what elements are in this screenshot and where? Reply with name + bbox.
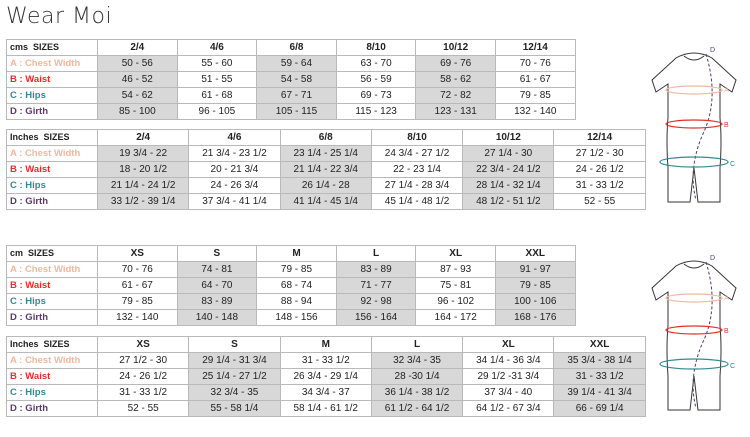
figure-label-c: C (730, 161, 736, 168)
figure-label-b: B (724, 122, 729, 129)
measurement-cell: 140 - 148 (177, 310, 257, 326)
waist-measure-ring (666, 326, 722, 334)
measurement-cell: 71 - 77 (336, 278, 416, 294)
measurement-cell: 24 3/4 - 27 1/2 (371, 146, 462, 162)
measurement-cell: 37 3/4 - 40 (463, 385, 554, 401)
measurement-cell: 27 1/4 - 28 3/4 (371, 178, 462, 194)
adult-cm-size-table (6, 245, 576, 326)
table-row (7, 72, 576, 88)
measurement-cell: 70 - 76 (495, 56, 575, 72)
measurement-cell: 34 1/4 - 36 3/4 (463, 353, 554, 369)
chest-width-label: A : Chest Width (7, 262, 98, 278)
measurement-cell: 54 - 62 (98, 88, 178, 104)
size-header: XL (463, 337, 554, 353)
measurement-cell: 24 - 26 3/4 (189, 178, 280, 194)
waist-label: B : Waist (7, 278, 98, 294)
measurement-cell: 105 - 115 (257, 104, 337, 120)
measurement-cell: 39 1/4 - 41 3/4 (554, 385, 645, 401)
measurement-cell: 58 1/4 - 61 1/2 (280, 401, 371, 417)
table-row (7, 162, 646, 178)
measurement-cell: 46 - 52 (98, 72, 178, 88)
size-header: XL (416, 246, 496, 262)
table-row (7, 385, 646, 401)
measurement-cell: 37 3/4 - 41 1/4 (189, 194, 280, 210)
size-header: XS (98, 337, 189, 353)
waist-measure-ring (666, 120, 722, 128)
measurement-cell: 52 - 55 (554, 194, 645, 210)
measurement-cell: 96 - 102 (416, 294, 496, 310)
size-header: 4/6 (177, 40, 257, 56)
body-measurement-figure-kids (640, 40, 748, 210)
table-header-row (7, 337, 646, 353)
measurement-cell: 69 - 76 (416, 56, 496, 72)
measurement-cell: 132 - 140 (495, 104, 575, 120)
measurement-cell: 32 3/4 - 35 (371, 353, 462, 369)
measurement-cell: 33 1/2 - 39 1/4 (98, 194, 189, 210)
measurement-cell: 123 - 131 (416, 104, 496, 120)
sizes-label: SIZES (43, 339, 70, 349)
measurement-cell: 50 - 56 (98, 56, 178, 72)
table-row (7, 278, 576, 294)
measurement-cell: 24 - 26 1/2 (98, 369, 189, 385)
waist-label: B : Waist (7, 369, 98, 385)
measurement-cell: 58 - 62 (416, 72, 496, 88)
size-header: L (336, 246, 416, 262)
measurement-cell: 66 - 69 1/4 (554, 401, 645, 417)
girth-line (693, 262, 712, 408)
measurement-cell: 32 3/4 - 35 (189, 385, 280, 401)
measurement-cell: 72 - 82 (416, 88, 496, 104)
table-header-row (7, 130, 646, 146)
table-row (7, 194, 646, 210)
measurement-cell: 83 - 89 (177, 294, 257, 310)
measurement-cell: 164 - 172 (416, 310, 496, 326)
chest-width-label: A : Chest Width (7, 353, 98, 369)
measurement-cell: 22 - 23 1/4 (371, 162, 462, 178)
size-header: S (177, 246, 257, 262)
measurement-cell: 26 1/4 - 28 (280, 178, 371, 194)
measurement-cell: 31 - 33 1/2 (280, 353, 371, 369)
size-header: 2/4 (98, 130, 189, 146)
size-header: 4/6 (189, 130, 280, 146)
size-header: 6/8 (257, 40, 337, 56)
table-corner-label (7, 246, 98, 262)
size-header: 8/10 (371, 130, 462, 146)
measurement-cell: 64 - 70 (177, 278, 257, 294)
measurement-cell: 20 - 21 3/4 (189, 162, 280, 178)
measurement-cell: 63 - 70 (336, 56, 416, 72)
measurement-cell: 26 3/4 - 29 1/4 (280, 369, 371, 385)
measurement-cell: 56 - 59 (336, 72, 416, 88)
hips-label: C : Hips (7, 385, 98, 401)
sizes-label: SIZES (43, 132, 70, 142)
figure-label-a: A (724, 295, 729, 302)
measurement-cell: 75 - 81 (416, 278, 496, 294)
measurement-cell: 29 1/4 - 31 3/4 (189, 353, 280, 369)
table-row (7, 262, 576, 278)
measurement-cell: 31 - 33 1/2 (554, 178, 645, 194)
kids-inches-size-table (6, 129, 646, 210)
measurement-cell: 45 1/4 - 48 1/2 (371, 194, 462, 210)
waist-label: B : Waist (7, 72, 98, 88)
size-header: 2/4 (98, 40, 178, 56)
table-row (7, 56, 576, 72)
measurement-cell: 132 - 140 (98, 310, 178, 326)
adult-inches-size-table (6, 336, 646, 417)
measurement-cell: 69 - 73 (336, 88, 416, 104)
size-header: M (280, 337, 371, 353)
table-corner-label (7, 40, 98, 56)
measurement-cell: 55 - 58 1/4 (189, 401, 280, 417)
measurement-cell: 91 - 97 (495, 262, 575, 278)
measurement-cell: 21 1/4 - 24 1/2 (98, 178, 189, 194)
measurement-cell: 168 - 176 (495, 310, 575, 326)
measurement-cell: 67 - 71 (257, 88, 337, 104)
table-row (7, 353, 646, 369)
measurement-cell: 27 1/4 - 30 (463, 146, 554, 162)
table-header-row (7, 40, 576, 56)
size-header: L (371, 337, 462, 353)
waist-label: B : Waist (7, 162, 98, 178)
table-row (7, 104, 576, 120)
table-row (7, 146, 646, 162)
size-header: XXL (554, 337, 645, 353)
size-header: M (257, 246, 337, 262)
figure-label-b: B (724, 328, 729, 335)
chest-measure-ring (666, 86, 722, 94)
chest-width-label: A : Chest Width (7, 56, 98, 72)
size-header: 10/12 (416, 40, 496, 56)
measurement-cell: 41 1/4 - 45 1/4 (280, 194, 371, 210)
hips-label: C : Hips (7, 88, 98, 104)
measurement-cell: 61 - 67 (98, 278, 178, 294)
brand-logo: Wear Moi (6, 4, 113, 29)
table-row (7, 88, 576, 104)
measurement-cell: 59 - 64 (257, 56, 337, 72)
body-measurement-figure-adult (640, 248, 748, 418)
measurement-cell: 35 3/4 - 38 1/4 (554, 353, 645, 369)
measurement-cell: 48 1/2 - 51 1/2 (463, 194, 554, 210)
size-header: XS (98, 246, 178, 262)
measurement-cell: 54 - 58 (257, 72, 337, 88)
size-header: 10/12 (463, 130, 554, 146)
measurement-cell: 55 - 60 (177, 56, 257, 72)
measurement-cell: 79 - 85 (98, 294, 178, 310)
chest-width-label: A : Chest Width (7, 146, 98, 162)
unit-label: Inches (10, 339, 39, 349)
table-row (7, 369, 646, 385)
measurement-cell: 79 - 85 (257, 262, 337, 278)
girth-label: D : Girth (7, 401, 98, 417)
measurement-cell: 88 - 94 (257, 294, 337, 310)
measurement-cell: 29 1/2 -31 3/4 (463, 369, 554, 385)
figure-label-a: A (724, 87, 729, 94)
figure-label-d: D (710, 47, 716, 54)
unit-label: Inches (10, 132, 39, 142)
size-header: 12/14 (554, 130, 645, 146)
measurement-cell: 34 3/4 - 37 (280, 385, 371, 401)
measurement-cell: 24 - 26 1/2 (554, 162, 645, 178)
measurement-cell: 27 1/2 - 30 (98, 353, 189, 369)
girth-label: D : Girth (7, 104, 98, 120)
measurement-cell: 31 - 33 1/2 (554, 369, 645, 385)
measurement-cell: 96 - 105 (177, 104, 257, 120)
measurement-cell: 19 3/4 - 22 (98, 146, 189, 162)
measurement-cell: 61 - 68 (177, 88, 257, 104)
measurement-cell: 28 -30 1/4 (371, 369, 462, 385)
measurement-cell: 27 1/2 - 30 (554, 146, 645, 162)
hips-label: C : Hips (7, 178, 98, 194)
measurement-cell: 18 - 20 1/2 (98, 162, 189, 178)
size-header: 6/8 (280, 130, 371, 146)
measurement-cell: 115 - 123 (336, 104, 416, 120)
measurement-cell: 23 1/4 - 25 1/4 (280, 146, 371, 162)
unit-label: cms (10, 42, 29, 52)
sizes-label: SIZES (28, 248, 55, 258)
measurement-cell: 51 - 55 (177, 72, 257, 88)
table-row (7, 178, 646, 194)
measurement-cell: 83 - 89 (336, 262, 416, 278)
unit-label: cm (10, 248, 24, 258)
hips-label: C : Hips (7, 294, 98, 310)
sizes-label: SIZES (33, 42, 60, 52)
chest-measure-ring (666, 294, 722, 302)
kids-cm-size-table (6, 39, 576, 120)
table-corner-label (7, 130, 98, 146)
measurement-cell: 64 1/2 - 67 3/4 (463, 401, 554, 417)
size-header: 8/10 (336, 40, 416, 56)
measurement-cell: 61 - 67 (495, 72, 575, 88)
figure-label-c: C (730, 363, 736, 370)
table-corner-label (7, 337, 98, 353)
girth-label: D : Girth (7, 310, 98, 326)
figure-label-d: D (710, 255, 716, 262)
measurement-cell: 25 1/4 - 27 1/2 (189, 369, 280, 385)
measurement-cell: 68 - 74 (257, 278, 337, 294)
measurement-cell: 79 - 85 (495, 88, 575, 104)
girth-label: D : Girth (7, 194, 98, 210)
measurement-cell: 85 - 100 (98, 104, 178, 120)
measurement-cell: 156 - 164 (336, 310, 416, 326)
measurement-cell: 61 1/2 - 64 1/2 (371, 401, 462, 417)
table-header-row (7, 246, 576, 262)
measurement-cell: 74 - 81 (177, 262, 257, 278)
neckline (684, 56, 704, 60)
measurement-cell: 36 1/4 - 38 1/2 (371, 385, 462, 401)
measurement-cell: 31 - 33 1/2 (98, 385, 189, 401)
table-row (7, 401, 646, 417)
table-row (7, 294, 576, 310)
neckline (684, 264, 704, 268)
measurement-cell: 87 - 93 (416, 262, 496, 278)
measurement-cell: 148 - 156 (257, 310, 337, 326)
measurement-cell: 52 - 55 (98, 401, 189, 417)
measurement-cell: 21 1/4 - 22 3/4 (280, 162, 371, 178)
hips-measure-ring (660, 359, 728, 369)
measurement-cell: 21 3/4 - 23 1/2 (189, 146, 280, 162)
measurement-cell: 79 - 85 (495, 278, 575, 294)
size-header: XXL (495, 246, 575, 262)
measurement-cell: 28 1/4 - 32 1/4 (463, 178, 554, 194)
measurement-cell: 100 - 106 (495, 294, 575, 310)
table-row (7, 310, 576, 326)
body-outline (652, 261, 736, 410)
measurement-cell: 92 - 98 (336, 294, 416, 310)
measurement-cell: 70 - 76 (98, 262, 178, 278)
measurement-cell: 22 3/4 - 24 1/2 (463, 162, 554, 178)
size-header: 12/14 (495, 40, 575, 56)
size-header: S (189, 337, 280, 353)
